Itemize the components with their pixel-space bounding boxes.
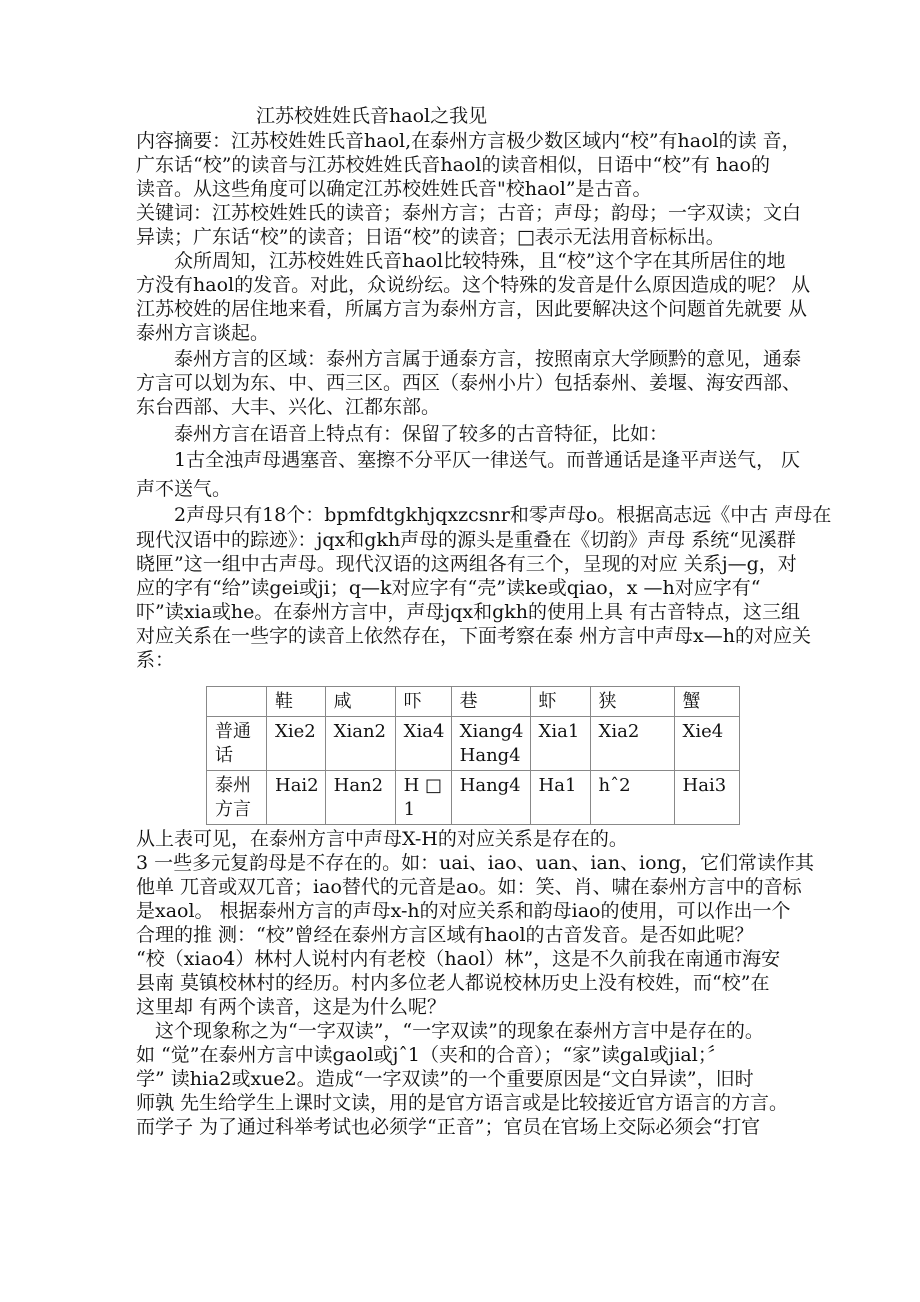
- text-line: 1古全浊声母遇塞音、塞擦不分平仄一律送气。而普通话是逢平声送气， 仄: [136, 449, 801, 471]
- text-line: 这里却 有两个读音，这是为什么呢？: [136, 996, 447, 1018]
- table-row-label: 普通话: [207, 717, 267, 771]
- table-cell: Han2: [325, 771, 395, 825]
- text-line: 方没有haol的发音。对此，众说纷纭。这个特殊的发音是什么原因造成的呢？ 从: [136, 274, 811, 296]
- text-line: 异读；广东话“校”的读音；日语“校”的读音；□表示无法用音标标出。: [136, 226, 725, 248]
- table-cell: Hang4: [451, 771, 530, 825]
- text-line: 读音。从这些角度可以确定江苏校姓姓氏音"校haol”是古音。: [136, 178, 652, 200]
- table-row: [207, 771, 740, 825]
- text-line: 县南 莫镇校林村的经历。村内多位老人都说校林历史上没有校姓，而“校”在: [136, 972, 770, 994]
- text-line: 泰州方言在语音上特点有：保留了较多的古音特征，比如：: [136, 423, 669, 445]
- table-cell: Xia1: [530, 717, 590, 771]
- table-header-cell: 巷: [451, 687, 530, 717]
- table-cell: Ha1: [530, 771, 590, 825]
- table-cell: hˆ2: [590, 771, 674, 825]
- text-line: 2声母只有18个：bpmfdtgkhjqxzcsnr和零声母o。根据高志远《中古 声母在: [136, 504, 832, 526]
- table-row-label: 泰州方言: [207, 771, 267, 825]
- document-title: 江苏校姓姓氏音haol之我见: [256, 105, 488, 127]
- table-header-cell: 咸: [325, 687, 395, 717]
- text-line: 现代汉语中的踪迹》：jqx和gkh声母的源头是重叠在《切韵》声母 系统“见溪群: [136, 529, 796, 551]
- table-cell: Xia2: [590, 717, 674, 771]
- table-cell: Xie2: [267, 717, 326, 771]
- table-header-cell: 吓: [395, 687, 451, 717]
- text-line: 如 “觉”在泰州方言中读gaol或jˆ1（夹和的合音）；“家”读gal或jial；〞: [136, 1044, 727, 1066]
- text-line: 声不送气。: [136, 478, 232, 500]
- table-header-cell: 鞋: [267, 687, 326, 717]
- text-line: 江苏校姓的居住地来看，所属方言为泰州方言，因此要解决这个问题首先就要 从: [136, 298, 808, 320]
- text-line: 内容摘要：江苏校姓姓氏音haol,在泰州方言极少数区域内“校”有haol的读 音，: [136, 130, 801, 152]
- text-line: 众所周知，江苏校姓姓氏音haol比较特殊，且“校”这个字在其所居住的地: [136, 250, 786, 272]
- pronunciation-table: [206, 686, 740, 825]
- text-line: 合理的推 测：“校”曾经在泰州方言区域有haol的古音发音。是否如此呢？: [136, 924, 754, 946]
- table-cell: Xia4: [395, 717, 451, 771]
- table-header-cell: 蟹: [674, 687, 739, 717]
- text-line: 晓匣”这一组中古声母。现代汉语的这两组各有三个，呈现的对应 关系j—g，对: [136, 553, 797, 575]
- table-header-cell: 狭: [590, 687, 674, 717]
- text-line: 泰州方言的区域：泰州方言属于通泰方言，按照南京大学顾黔的意见，通泰: [136, 348, 802, 370]
- text-line: 3 一些多元复韵母是不存在的。如：uai、iao、uan、ian、iong，它们常读作其: [136, 852, 814, 874]
- text-line: 广东话“校”的读音与江苏校姓姓氏音haol的读音相似，日语中“校”有 hao的: [136, 154, 770, 176]
- text-line: 他单 兀音或双兀音；iao替代的元音是ao。如：笑、肖、啸在泰州方言中的音标: [136, 876, 802, 898]
- table-cell: H □ 1: [395, 771, 451, 825]
- table-cell: Xian2: [325, 717, 395, 771]
- text-line: 师孰 先生给学生上课时文读，用的是官方语言或是比较接近官方语言的方言。: [136, 1092, 789, 1114]
- text-line: 是xaol。 根据泰州方言的声母x-h的对应关系和韵母iao的使用，可以作出一个: [136, 900, 791, 922]
- table-header-row: [207, 687, 740, 717]
- text-line: 方言可以划为东、中、西三区。西区（泰州小片）包括泰州、姜堰、海安西部、: [136, 372, 802, 394]
- text-line: 而学子 为了通过科举考试也必须学“正音”；官员在官场上交际必须会“打官: [136, 1116, 761, 1138]
- body-text-before-table: [136, 129, 920, 672]
- table-cell: Hai2: [267, 771, 326, 825]
- table-cell: Hai3: [674, 771, 739, 825]
- text-line: 对应关系在一些字的读音上依然存在，下面考察在泰 州方言中声母x—h的对应关: [136, 625, 811, 647]
- table-cell: Xiang4 Hang4: [451, 717, 530, 771]
- text-line: 学” 读hia2或xue2。造成“一字双读”的一个重要原因是“文白异读”，旧时: [136, 1068, 754, 1090]
- text-line: 泰州方言谈起。: [136, 322, 270, 344]
- text-line: 东台西部、大丰、兴化、江都东部。: [136, 396, 441, 418]
- body-text-after-table: [136, 827, 920, 1139]
- table-header-cell: [207, 687, 267, 717]
- text-line: “校（xiao4）林村人说村内有老校（haol）林”，这是不久前我在南通市海安: [136, 948, 781, 970]
- text-line: 应的字有“给”读gei或ji；q—k对应字有“壳”读ke或qiao，x —h对应字有“: [136, 577, 761, 599]
- text-line: 这个现象称之为“一字双读”，“一字双读”的现象在泰州方言中是存在的。: [136, 1020, 764, 1042]
- text-line: 系：: [136, 649, 175, 671]
- text-line: 从上表可见，在泰州方言中声母X-H的对应关系是存在的。: [136, 828, 628, 850]
- table-header-cell: 虾: [530, 687, 590, 717]
- table-cell: Xie4: [674, 717, 739, 771]
- text-line: 关键词：江苏校姓姓氏的读音；泰州方言；古音；声母；韵母；一字双读；文白: [136, 202, 802, 224]
- text-line: 吓”读xia或he。在泰州方言中，声母jqx和gkh的使用上具 有古音特点，这三组: [136, 601, 801, 623]
- table-row: [207, 717, 740, 771]
